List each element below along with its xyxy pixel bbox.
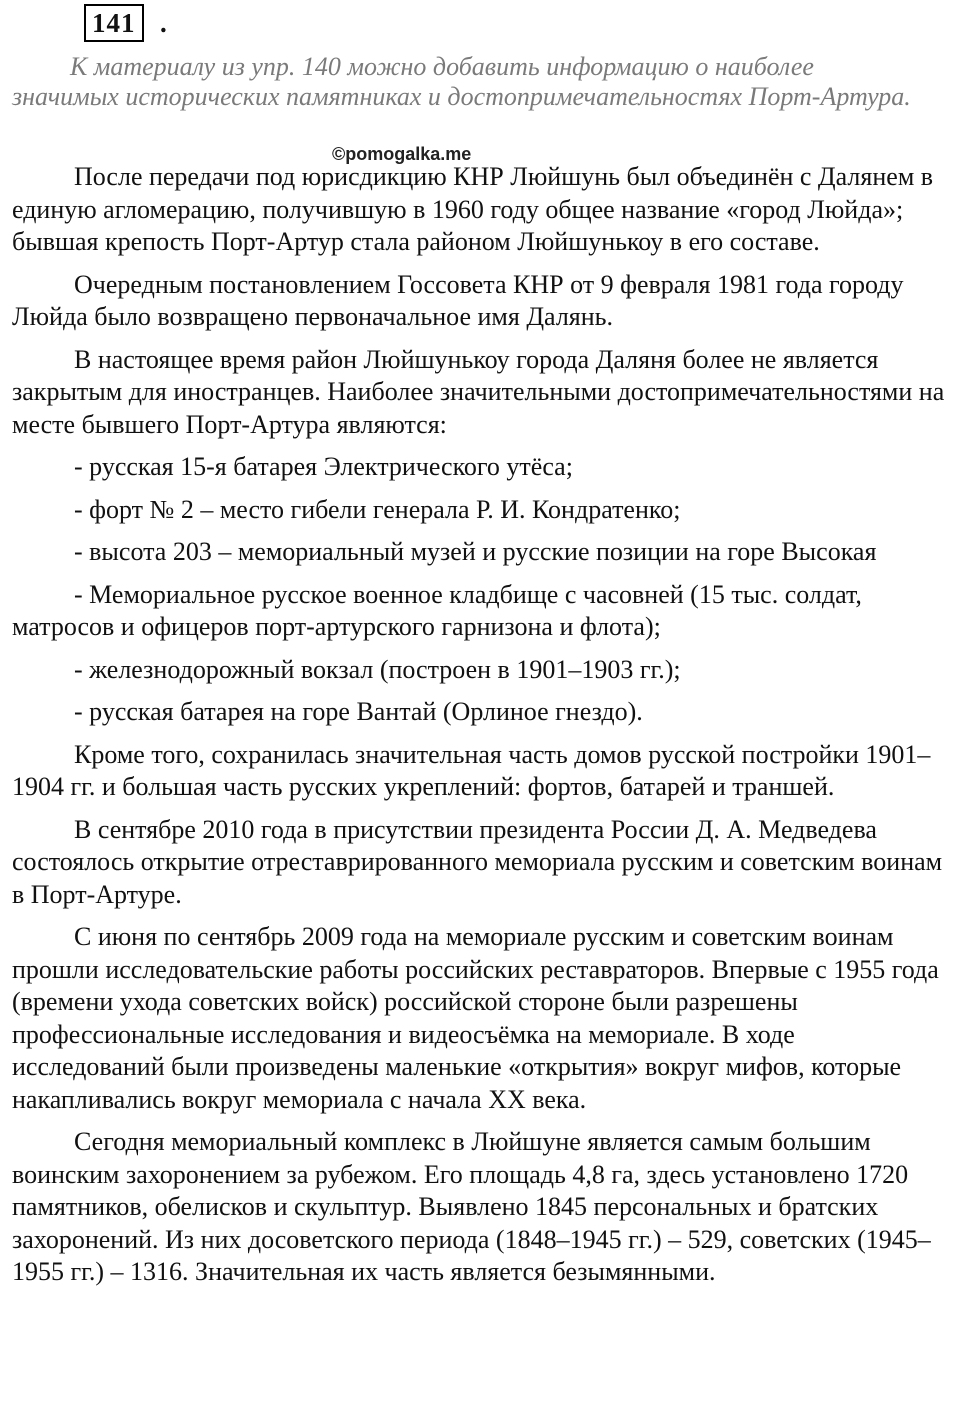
list-item: - русская 15-я батарея Электрического утёса; (74, 452, 573, 481)
list-item: - Мемориальное русское военное кладбище с часовней (15 тыс. солдат, матросов и офицеров порт-артурского гарнизона и флота); (12, 579, 862, 641)
paragraph: В настоящее время район Люйшунькоу города Даляня более не является закрытым для иностранцев. Наиболее значительными достопримечательностями на месте бывшего Порт-Артура являются: (12, 344, 945, 439)
paragraph: С июня по сентябрь 2009 года на мемориале русским и советским воинам прошли исследовательские работы российских реставраторов. Впервые с 1955 года (времени ухода советских войск) российской стороне были разрешены профессиональные исследования и видеосъёмка на мемориале. В ходе исследований были произведены маленькие «открытия» вокруг мифов, которые накапливались вокруг мемориала с начала XX века. (12, 922, 939, 1114)
paragraph: Кроме того, сохранилась значительная часть домов русской постройки 1901–1904 гг. и большая часть русских укреплений: фортов, батарей и траншей. (12, 739, 931, 801)
exercise-number-box: 141 (84, 4, 144, 42)
list-item: - форт № 2 – место гибели генерала Р. И. Кондратенко; (74, 494, 681, 524)
paragraph: В сентябре 2010 года в присутствии президента России Д. А. Медведева состоялось открытие отреставрированного мемориала русским и советским воинам в Порт-Артуре. (12, 814, 943, 909)
exercise-number-dot: . (160, 8, 167, 38)
answer-text (12, 161, 947, 1299)
paragraph: После передачи под юрисдикцию КНР Люйшунь был объединён с Далянем в единую агломерацию, получившую в 1960 году общее название «город Люйда»; бывшая крепость Порт-Артур стала районом Люйшунькоу в его составе. (12, 162, 934, 256)
paragraph: Сегодня мемориальный комплекс в Люйшуне является самым большим воинским захоронением за рубежом. Его площадь 4,8 га, здесь установлено 1720 памятников, обелисков и скульптур. Выявлено 1845 персональных и братских захоронений. Из них досоветского периода (1848–1945 гг.) – 529, советских (1945–1955 гг.) – 1316. Значительная их часть является безымянными. (12, 1127, 931, 1286)
list-item: - русская батарея на горе Вантай (Орлиное гнездо). (74, 697, 643, 726)
watermark: ©pomogalka.me (332, 144, 472, 164)
task-statement: К материалу из упр. 140 можно добавить информацию о наиболее значимых исторических памятниках и достопримечательностях Порт-Артура. (12, 52, 911, 111)
paragraph: Очередным постановлением Госсовета КНР от 9 февраля 1981 года городу Люйда было возвращено первоначальное имя Далянь. (12, 269, 904, 331)
list-item: - железнодорожный вокзал (построен в 1901–1903 гг.); (74, 654, 681, 684)
list-item: - высота 203 – мемориальный музей и русские позиции на горе Высокая (74, 537, 877, 566)
